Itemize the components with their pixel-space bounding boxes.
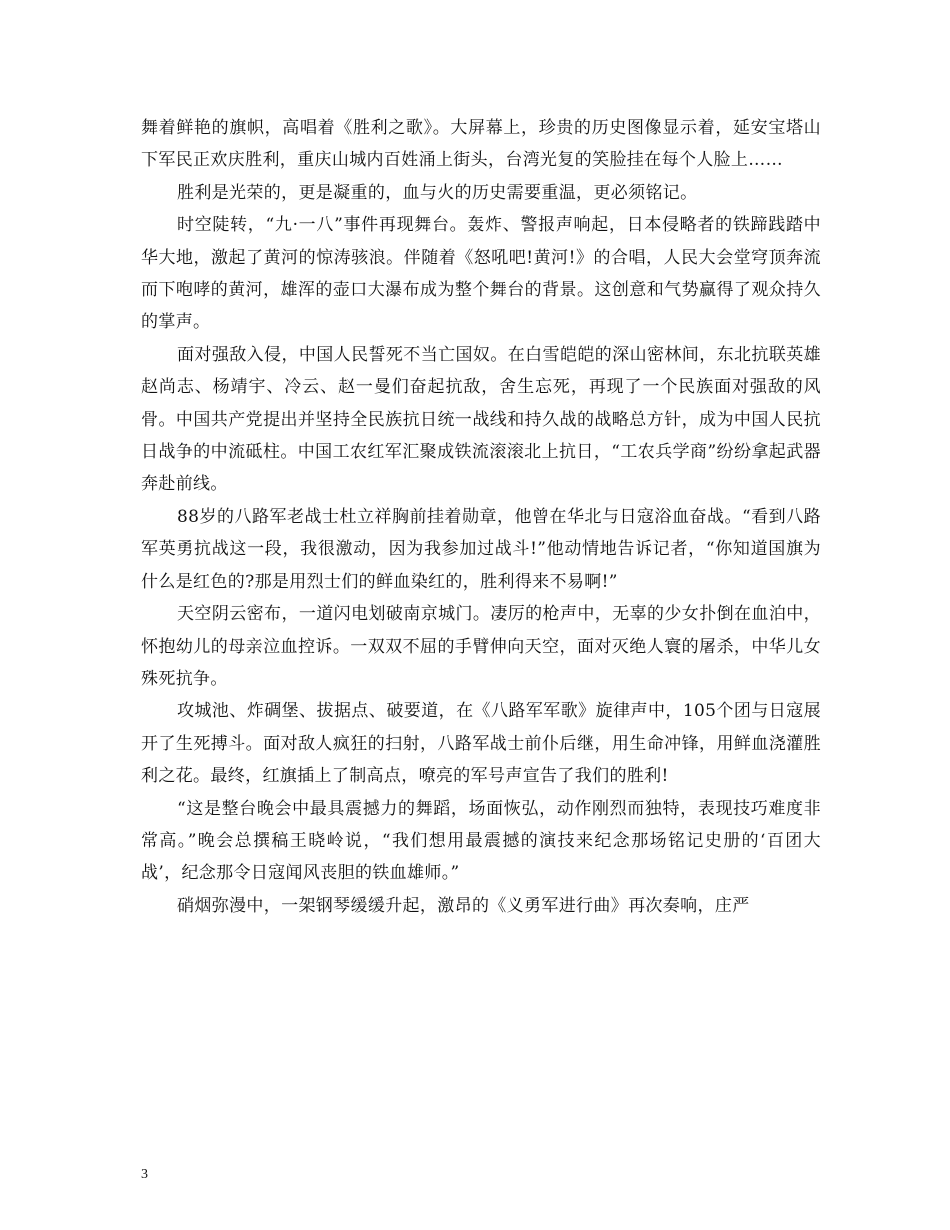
paragraph-1: 舞着鲜艳的旗帜，高唱着《胜利之歌》。大屏幕上，珍贵的历史图像显示着，延安宝塔山下军民正欢庆胜利，重庆山城内百姓涌上街头，台湾光复的笑脸挂在每个人脸上……: [141, 118, 821, 171]
paragraph-8: “这是整台晚会中最具震撼力的舞蹈，场面恢弘，动作刚烈而独特，表现技巧难度非常高。”晚会总撰稿王晓岭说，“我们想用最震撼的演技来纪念那场铭记史册的‘百团大战’，纪念那令日寇闻风丧胆的铁血雄师。”: [141, 798, 821, 884]
paragraph-2: 胜利是光荣的，更是凝重的，血与火的历史需要重温，更必须铭记。: [177, 182, 698, 203]
paragraph-9: 硝烟弥漫中，一架钢琴缓缓升起，激昂的《义勇军进行曲》再次奏响，庄严: [177, 895, 750, 916]
paragraph-6: 天空阴云密布，一道闪电划破南京城门。凄厉的枪声中，无辜的少女扑倒在血泊中，怀抱幼儿的母亲泣血控诉。一双双不屈的手臂伸向天空，面对灭绝人寰的屠杀，中华儿女殊死抗争。: [141, 604, 821, 689]
paragraph-7: 攻城池、炸碉堡、拔据点、破要道，在《八路军军歌》旋律声中，105个团与日寇展开了生死搏斗。面对敌人疯狂的扫射，八路军战士前仆后继，用生命冲锋，用鲜血浇灌胜利之花。最终，红旗插上了制高点，嘹亮的军号声宣告了我们的胜利!: [141, 701, 821, 787]
page-number: 3: [141, 1167, 148, 1182]
body-text: [141, 112, 821, 922]
paragraph-5: 88岁的八路军老战士杜立祥胸前挂着勋章，他曾在华北与日寇浴血奋战。“看到八路军英勇抗战这一段，我很激动，因为我参加过战斗!”他动情地告诉记者，“你知道国旗为什么是红色的?那是用烈士们的鲜血染红的，胜利得来不易啊!”: [141, 506, 821, 592]
paragraph-3: 时空陡转，“九·一八”事件再现舞台。轰炸、警报声响起，日本侵略者的铁蹄践踏中华大地，激起了黄河的惊涛骇浪。伴随着《怒吼吧!黄河!》的合唱，人民大会堂穹顶奔流而下咆哮的黄河，雄浑的壶口大瀑布成为整个舞台的背景。这创意和气势赢得了观众持久的掌声。: [141, 215, 821, 333]
paragraph-4: 面对强敌入侵，中国人民誓死不当亡国奴。在白雪皑皑的深山密林间，东北抗联英雄赵尚志、杨靖宇、冷云、赵一曼们奋起抗敌，舍生忘死，再现了一个民族面对强敌的风骨。中国共产党提出并坚持全民族抗日统一战线和持久战的战略总方针，成为中国人民抗日战争的中流砥柱。中国工农红军汇聚成铁流滚滚北上抗日，“工农兵学商”纷纷拿起武器奔赴前线。: [141, 344, 821, 495]
